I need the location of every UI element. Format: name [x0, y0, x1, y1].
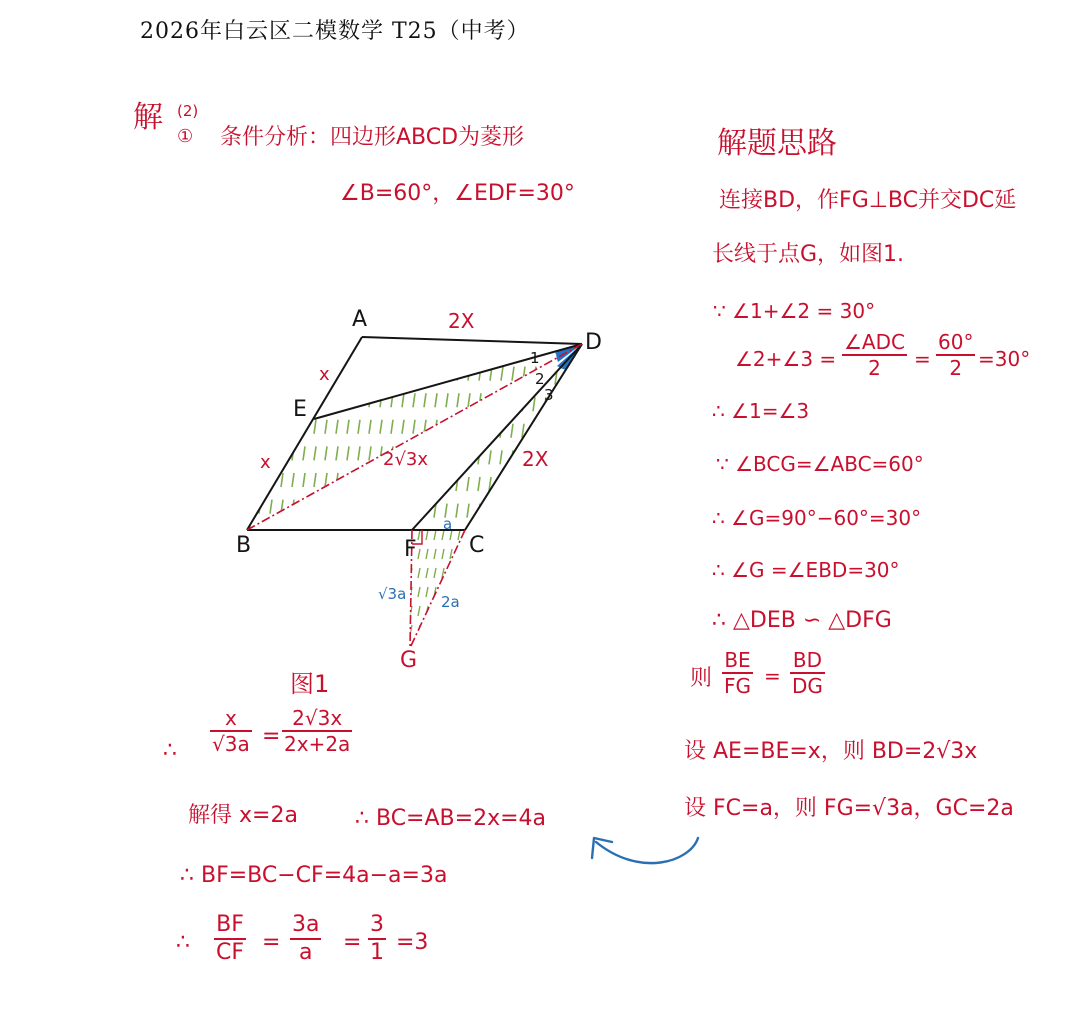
bf-line: ∴ BF=BC−CF=4a−a=3a: [180, 863, 448, 888]
step-number: ①: [177, 126, 194, 147]
length-ae-label: x: [319, 364, 330, 385]
numerator: ∠ADC: [844, 330, 905, 354]
point-c-label: C: [469, 533, 485, 558]
denominator: CF: [216, 940, 245, 966]
denominator: FG: [724, 674, 752, 698]
let-ae-be: 设 AE=BE=x，则 BD=2√3x: [684, 739, 978, 764]
length-eb-label: x: [260, 452, 271, 473]
angle-2-label: 2: [535, 370, 545, 388]
fraction-adc-over-2: [842, 330, 907, 380]
numerator: 3: [370, 912, 384, 937]
given-angles: ∠B=60°，∠EDF=30°: [340, 181, 575, 206]
denominator: DG: [792, 674, 823, 698]
point-d-label: D: [585, 330, 602, 355]
step-angle-sum: ∵ ∠1+∠2 = 30°: [713, 299, 876, 323]
angle-1-label: 1: [530, 349, 540, 367]
numerator: 2√3x: [292, 706, 343, 730]
denominator: 1: [370, 940, 384, 966]
fraction-bd-over-dg-right: [790, 648, 825, 698]
equals-sign: =: [764, 664, 781, 688]
page-title: 2026年白云区二模数学 T25（中考）: [140, 19, 530, 44]
fraction-be-over-fg: [722, 648, 753, 698]
length-bd-label: 2√3x: [383, 449, 429, 470]
therefore-1: ∴: [163, 738, 177, 763]
point-e-label: E: [293, 397, 307, 422]
length-gc-label: 2a: [441, 593, 460, 611]
solution-label: 解: [133, 100, 163, 135]
numerator: BF: [216, 912, 244, 937]
condition-analysis: 条件分析：四边形ABCD为菱形: [220, 125, 525, 150]
part-number: (2): [177, 102, 199, 120]
then-label: 则: [690, 666, 713, 691]
length-fc-label: a: [443, 515, 453, 533]
denominator: 2: [868, 356, 881, 380]
solve-line: 解得 x=2a: [188, 803, 298, 828]
numerator: BE: [724, 648, 751, 672]
approach-line-1: 连接BD，作FG⊥BC并交DC延: [719, 188, 1017, 213]
denominator: 2: [949, 356, 963, 380]
step-angle-g: ∴ ∠G=90°−60°=30°: [712, 506, 922, 530]
point-a-label: A: [352, 307, 368, 332]
step-angle-equal: ∴ ∠1=∠3: [712, 399, 810, 423]
step-g-ebd: ∴ ∠G =∠EBD=30°: [712, 558, 900, 582]
denominator: 2x+2a: [284, 732, 351, 756]
denominator: a: [299, 940, 313, 966]
numerator: BD: [792, 648, 823, 672]
point-g-label: G: [400, 648, 418, 673]
denominator: √3a: [212, 732, 250, 756]
step-similar: ∴ △DEB ∽ △DFG: [712, 608, 892, 633]
approach-heading: 解题思路: [717, 126, 837, 161]
numerator: x: [224, 706, 237, 730]
approach-line-2: 长线于点G，如图1.: [712, 242, 905, 267]
step-angle-half-lhs: ∠2+∠3 =: [735, 347, 837, 371]
equals-sign: =: [262, 930, 281, 955]
length-fg-label: √3a: [378, 585, 407, 603]
figure-caption: 图1: [290, 670, 330, 698]
angle-3-label: 3: [544, 386, 554, 404]
length-dc-label: 2X: [522, 447, 549, 471]
let-fc: 设 FC=a，则 FG=√3a，GC=2a: [684, 796, 1014, 821]
final-result: =3: [396, 930, 429, 955]
equals-sign: =: [343, 930, 362, 955]
equals-sign: =: [262, 724, 281, 749]
point-f-label: F: [404, 537, 417, 562]
therefore-final: ∴: [176, 930, 190, 955]
equals-sign: =: [914, 347, 931, 371]
numerator: 60°: [938, 330, 974, 354]
step-bcg-abc: ∵ ∠BCG=∠ABC=60°: [716, 452, 924, 476]
length-ad-label: 2X: [448, 309, 475, 333]
step-angle-half-result: =30°: [978, 347, 1031, 371]
point-b-label: B: [236, 533, 252, 558]
numerator: 3a: [292, 912, 320, 937]
fraction-60-over-2: [936, 330, 975, 380]
bc-line: ∴ BC=AB=2x=4a: [355, 806, 546, 831]
